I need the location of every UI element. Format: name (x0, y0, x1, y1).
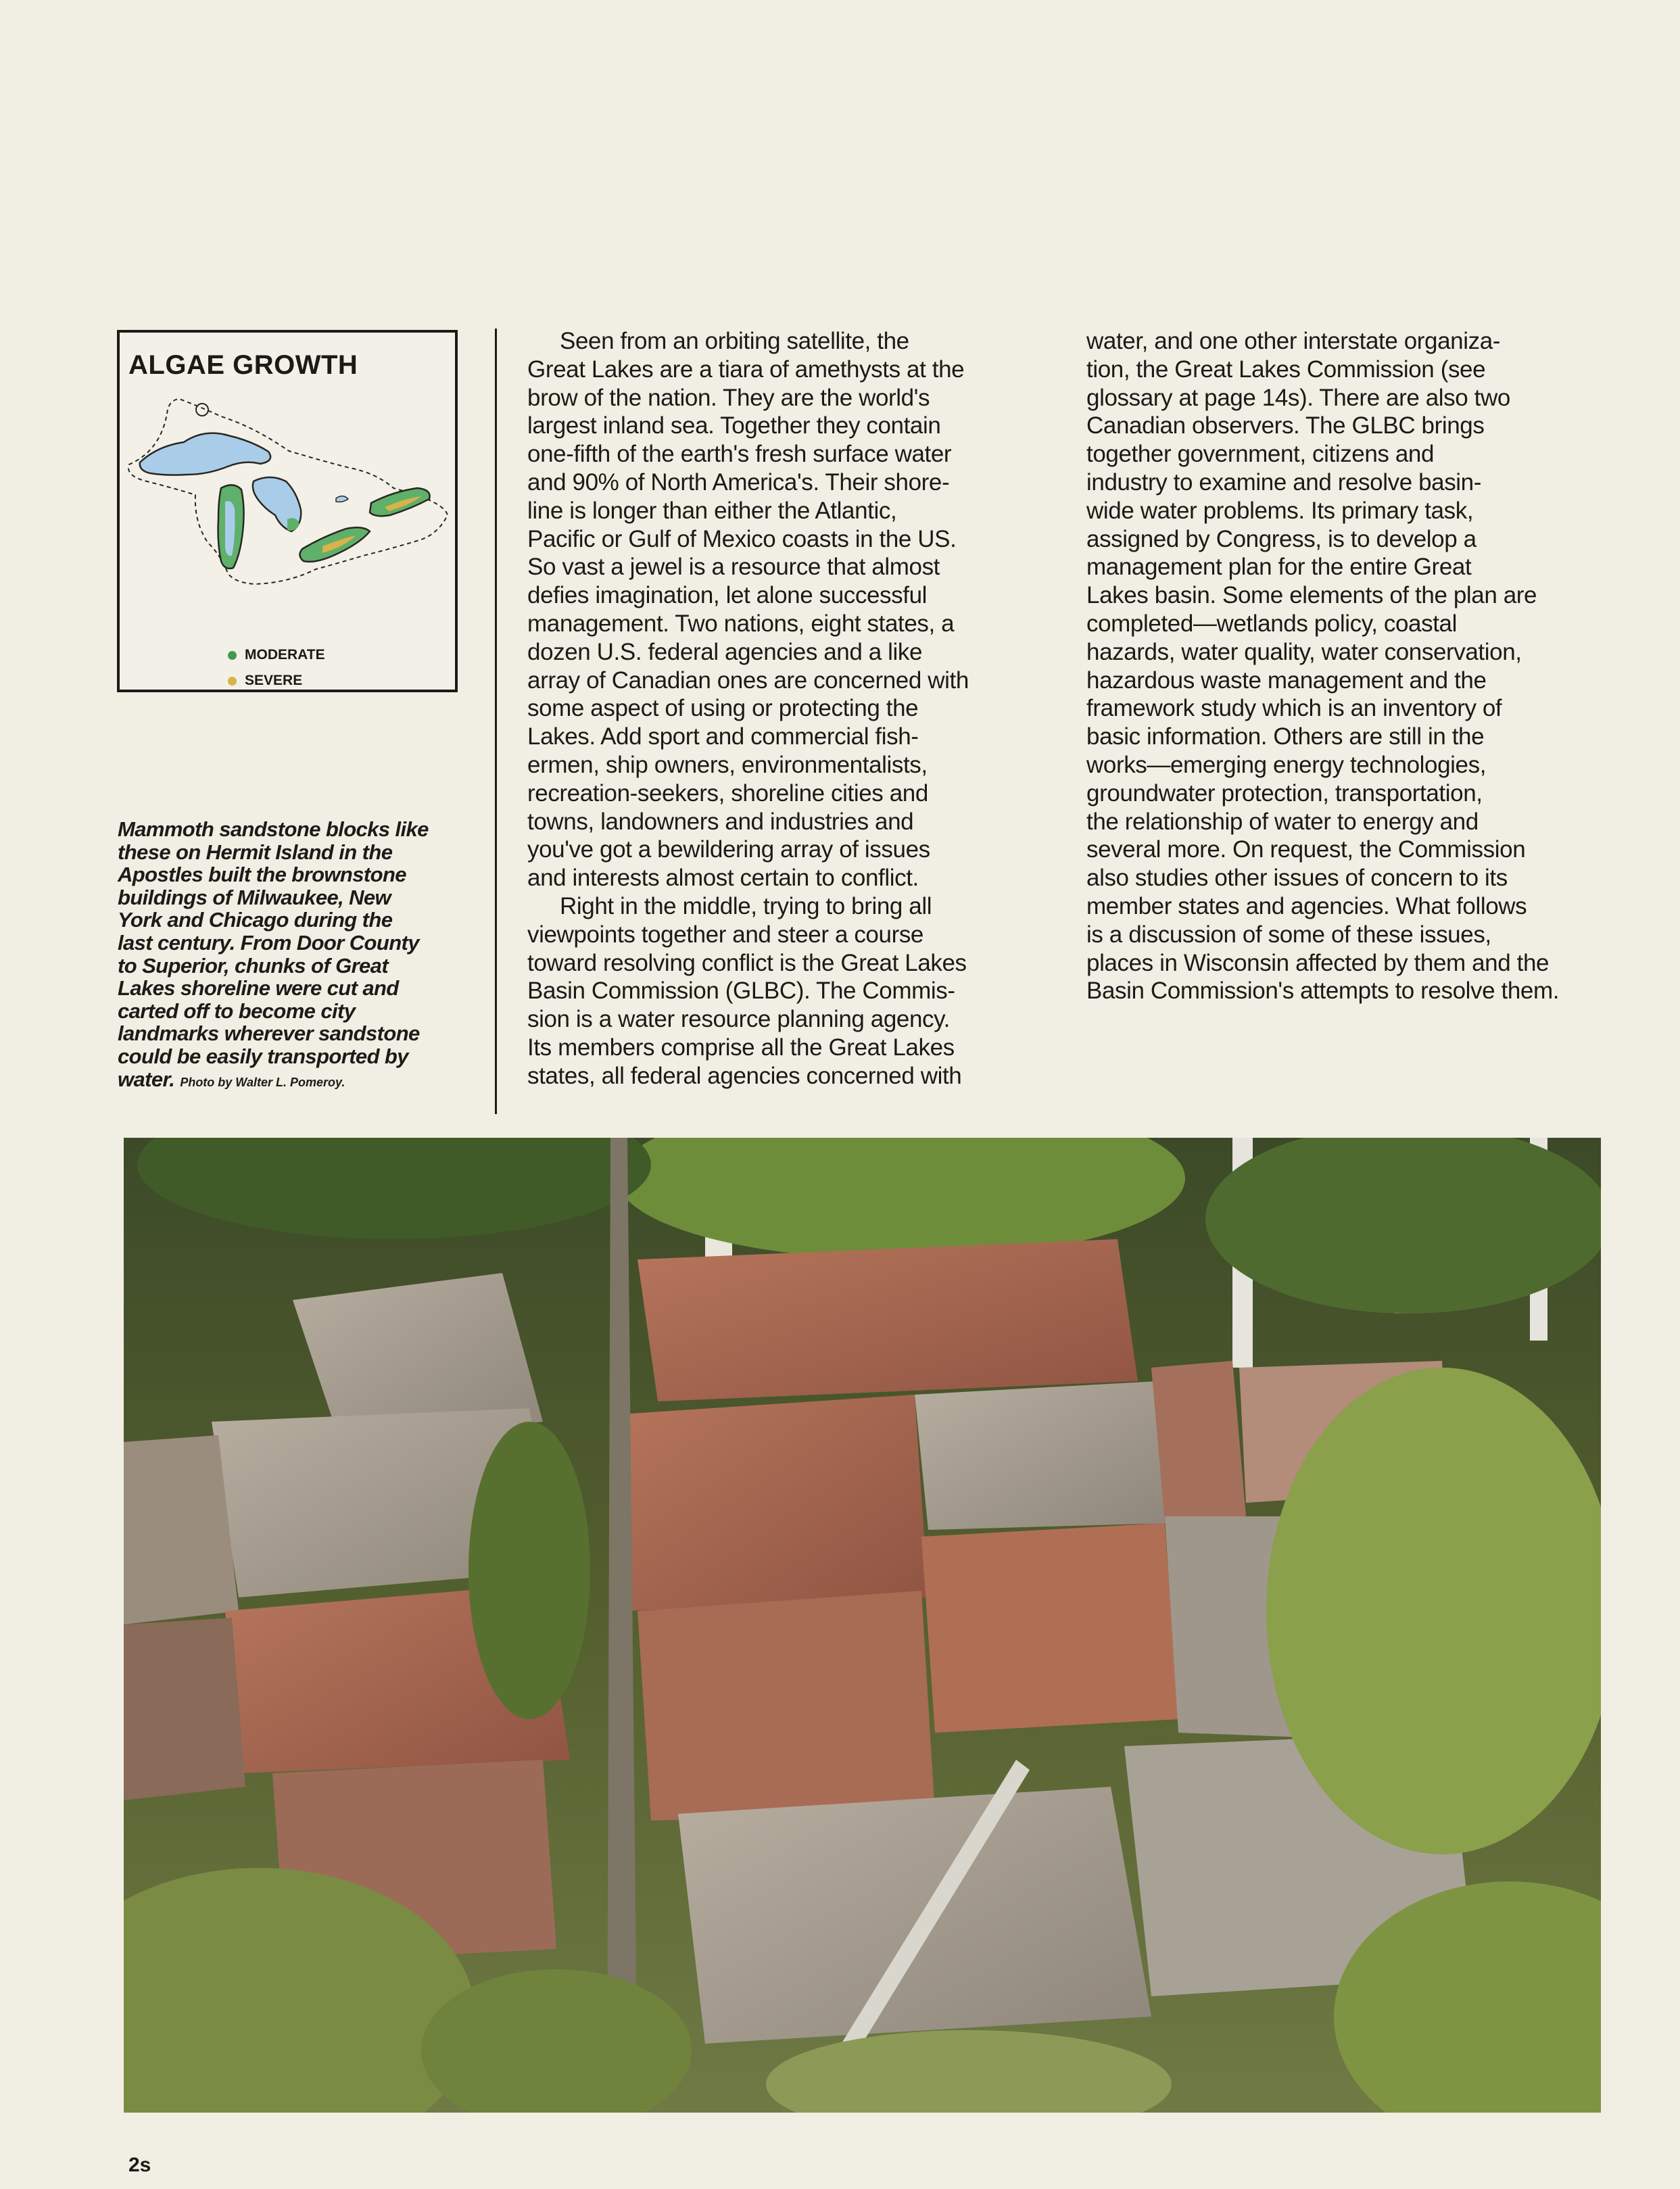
body-line: works—emerging energy technologies, (1086, 751, 1487, 778)
body-line: Seen from an orbiting satellite, the (560, 328, 909, 354)
body-line: Great Lakes are a tiara of amethysts at the (527, 356, 965, 383)
body-line: states, all federal agencies concerned with (527, 1062, 962, 1089)
body-line: together government, citizens and (1086, 441, 1435, 468)
caption-line: Apostles built the brownstone (118, 863, 406, 887)
body-line: Basin Commission's attempts to resolve them. (1086, 978, 1560, 1005)
caption-line: Lakes shoreline were cut and (118, 976, 399, 1001)
caption-line: last century. From Door County (118, 930, 419, 955)
caption-line: landmarks wherever sandstone (118, 1021, 420, 1046)
body-line: the relationship of water to energy and (1086, 808, 1479, 835)
body-line: management. Two nations, eight states, a (527, 610, 955, 637)
body-line: dozen U.S. federal agencies and a like (527, 638, 923, 665)
body-line: management plan for the entire Great (1086, 554, 1472, 581)
body-line: hazards, water quality, water conservation, (1086, 638, 1522, 665)
body-line: and 90% of North America's. Their shore- (527, 468, 950, 496)
body-line: member states and agencies. What follows (1086, 892, 1527, 919)
body-line: completed—wetlands policy, coastal (1086, 610, 1457, 637)
lake-superior (140, 433, 270, 475)
body-line: ermen, ship owners, environmentalists, (527, 751, 928, 778)
body-line: also studies other issues of concern to its (1086, 865, 1508, 892)
body-line: glossary at page 14s). There are also two (1086, 384, 1510, 411)
legend-item-moderate (228, 642, 325, 668)
body-line: array of Canadian ones are concerned with (527, 667, 969, 694)
body-line: basic information. Others are still in the (1086, 723, 1485, 750)
body-line: groundwater protection, transportation, (1086, 779, 1483, 807)
body-line: recreation-seekers, shoreline cities and (527, 779, 928, 807)
caption-line: carted off to become city (118, 999, 356, 1023)
body-line: some aspect of using or protecting the (527, 695, 919, 722)
photo-caption (118, 818, 462, 1094)
body-line: several more. On request, the Commission (1086, 836, 1526, 863)
body-column-2 (1086, 327, 1627, 1005)
body-line: Basin Commission (GLBC). The Commis- (527, 978, 955, 1005)
caption-line: buildings of Milwaukee, New (118, 885, 391, 909)
sandstone-blocks-photo (124, 1138, 1601, 2113)
map-legend (228, 642, 325, 694)
photo-credit: Photo by Walter L. Pomeroy. (180, 1075, 345, 1089)
column-divider (495, 329, 497, 1114)
caption-line: York and Chicago during the (118, 908, 393, 932)
legend-item-severe (228, 668, 325, 694)
body-line: sion is a water resource planning agency. (527, 1006, 950, 1033)
body-line: is a discussion of some of these issues, (1086, 921, 1491, 948)
body-line: toward resolving conflict is the Great Lakes (527, 949, 967, 976)
body-line: So vast a jewel is a resource that almost (527, 554, 940, 581)
body-line: line is longer than either the Atlantic, (527, 497, 897, 524)
caption-line: could be easily transported by (118, 1044, 408, 1068)
body-line: Canadian observers. The GLBC brings (1086, 412, 1485, 439)
caption-last-line: water. (118, 1067, 175, 1091)
legend-label: SEVERE (245, 673, 303, 688)
body-line: brow of the nation. They are the world's (527, 384, 930, 411)
body-line: viewpoints together and steer a course (527, 921, 923, 948)
body-line: industry to examine and resolve basin- (1086, 468, 1482, 496)
body-line: assigned by Congress, is to develop a (1086, 525, 1477, 552)
body-line: and interests almost certain to conflict. (527, 865, 919, 892)
body-line: tion, the Great Lakes Commission (see (1086, 356, 1486, 383)
legend-label: MODERATE (245, 647, 325, 663)
body-line: wide water problems. Its primary task, (1086, 497, 1474, 524)
severe-swatch (228, 677, 237, 685)
body-line: Pacific or Gulf of Mexico coasts in the US. (527, 525, 957, 552)
body-line: Right in the middle, trying to bring all (560, 892, 932, 919)
body-line: water, and one other interstate organiza- (1086, 328, 1501, 354)
body-line: framework study which is an inventory of (1086, 695, 1502, 722)
body-line: defies imagination, let alone successful (527, 582, 928, 609)
caption-line: to Superior, chunks of Great (118, 953, 389, 978)
body-line: largest inland sea. Together they contain (527, 412, 941, 439)
moderate-swatch (228, 651, 237, 660)
caption-line: Mammoth sandstone blocks like (118, 817, 429, 841)
body-line: places in Wisconsin affected by them and the (1086, 949, 1550, 976)
body-line: one-fifth of the earth's fresh surface water (527, 441, 952, 468)
algae-growth-map (117, 330, 458, 692)
body-line: Its members comprise all the Great Lakes (527, 1034, 955, 1061)
body-line: hazardous waste management and the (1086, 667, 1487, 694)
photo-illustration (124, 1138, 1601, 2113)
body-column-1 (527, 327, 1034, 1090)
great-lakes-map-graphic (120, 387, 455, 590)
page-number: 2s (128, 2154, 151, 2176)
caption-line: these on Hermit Island in the (118, 840, 393, 864)
body-line: you've got a bewildering array of issues (527, 836, 930, 863)
body-line: towns, landowners and industries and (527, 808, 914, 835)
body-line: Lakes. Add sport and commercial fish- (527, 723, 919, 750)
map-title: ALGAE GROWTH (128, 350, 358, 380)
body-line: Lakes basin. Some elements of the plan are (1086, 582, 1537, 609)
